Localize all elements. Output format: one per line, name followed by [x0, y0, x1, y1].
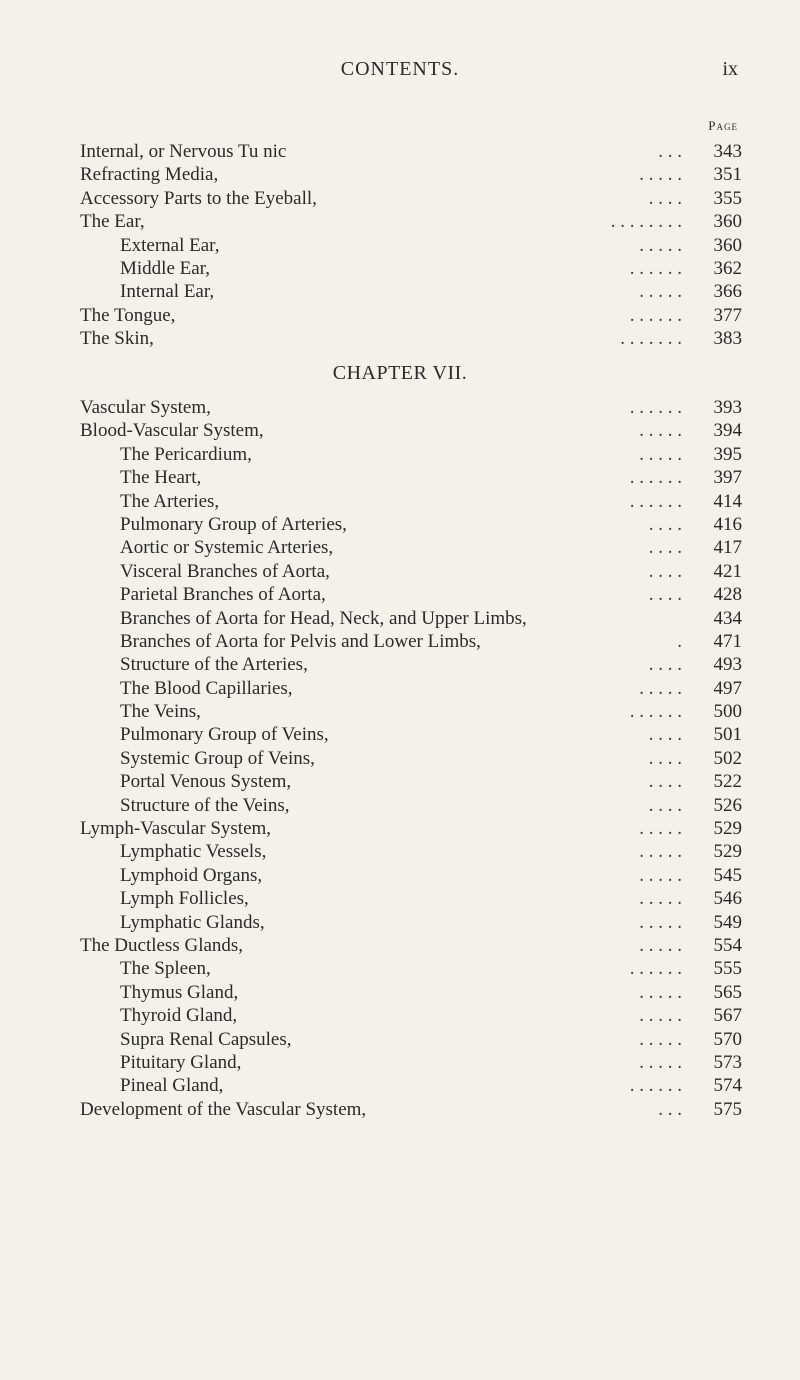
toc-entry — [80, 677, 742, 700]
toc-entry-title: Lymphatic Vessels, — [120, 841, 267, 863]
leader-dots: . . . . . — [639, 818, 682, 840]
toc-entry — [80, 887, 742, 910]
leader-dots: . . . . — [648, 187, 682, 209]
toc-entry-page: 362 — [713, 257, 742, 279]
toc-entry — [80, 583, 742, 606]
toc-entry-page: 428 — [713, 584, 742, 606]
toc-entry-page: 567 — [713, 1005, 742, 1027]
toc-entry-page: 366 — [713, 281, 742, 303]
toc-entry-title: The Spleen, — [120, 958, 211, 980]
toc-entry-title: Thymus Gland, — [120, 981, 239, 1003]
toc-entry-page: 546 — [713, 888, 742, 910]
toc-entry-title: Thyroid Gland, — [120, 1005, 238, 1027]
leader-dots: . . . . . . . — [620, 328, 682, 350]
leader-dots: . . . . . — [639, 981, 682, 1003]
leader-dots: . . . . . . — [629, 257, 682, 279]
toc-entry-page: 501 — [713, 724, 742, 746]
toc-entry-page: 360 — [713, 234, 742, 256]
toc-entry-page: 526 — [713, 794, 742, 816]
toc-entry-title: Accessory Parts to the Eyeball, — [80, 187, 317, 209]
toc-entry-title: Portal Venous System, — [120, 771, 292, 793]
leader-dots: . . . . — [648, 513, 682, 535]
toc-entry-page: 549 — [713, 911, 742, 933]
leader-dots: . . . . . . — [629, 397, 682, 418]
leader-dots: . . . . — [648, 747, 682, 769]
toc-entry-title: The Heart, — [120, 467, 202, 489]
toc-entry — [80, 187, 742, 210]
toc-entry — [80, 257, 742, 280]
toc-entry-page: 355 — [713, 187, 742, 209]
leader-dots: . . . . . — [639, 234, 682, 256]
leader-dots: . . . . . — [639, 443, 682, 465]
toc-entry-page: 574 — [713, 1075, 742, 1097]
toc-entry — [80, 981, 742, 1004]
leader-dots: . . . . . — [639, 281, 682, 303]
toc-entry-page: 394 — [713, 420, 742, 442]
toc-entry — [80, 210, 742, 233]
toc-entry-title: Internal Ear, — [120, 281, 215, 303]
toc-entry — [80, 536, 742, 559]
toc-entry — [80, 304, 742, 327]
leader-dots: . . . . . — [639, 1051, 682, 1073]
contents-section-vascular — [80, 396, 742, 1121]
toc-entry-title: The Arteries, — [120, 490, 220, 512]
toc-entry-title: Branches of Aorta for Head, Neck, and Upper Limbs, — [120, 607, 527, 629]
toc-entry-title: Supra Renal Capsules, — [120, 1028, 292, 1050]
toc-entry-page: 416 — [713, 513, 742, 535]
toc-entry-title: The Ear, — [80, 211, 145, 233]
toc-entry-page: 377 — [713, 304, 742, 326]
toc-entry-page: 502 — [713, 747, 742, 769]
toc-entry-page: 417 — [713, 537, 742, 559]
chapter-heading: CHAPTER VII. — [332, 362, 468, 384]
leader-dots: . . . . . — [639, 420, 682, 442]
toc-entry-title: The Blood Capillaries, — [120, 677, 293, 699]
leader-dots: . . . . . . — [629, 958, 682, 980]
leader-dots: . . . . . — [639, 888, 682, 910]
toc-entry-title: Structure of the Arteries, — [120, 654, 308, 676]
toc-entry-page: 555 — [713, 958, 742, 980]
toc-entry — [80, 840, 742, 863]
toc-entry-page: 414 — [713, 490, 742, 512]
toc-entry — [80, 770, 742, 793]
toc-entry — [80, 817, 742, 840]
toc-entry-page: 493 — [713, 654, 742, 676]
toc-entry — [80, 934, 742, 957]
toc-entry — [80, 653, 742, 676]
toc-entry-title: Parietal Branches of Aorta, — [120, 584, 326, 606]
toc-entry-title: Pulmonary Group of Veins, — [120, 724, 329, 746]
leader-dots: . . . . . — [639, 841, 682, 863]
toc-entry — [80, 1028, 742, 1051]
toc-entry-page: 529 — [713, 841, 742, 863]
toc-entry — [80, 513, 742, 536]
toc-entry — [80, 630, 742, 653]
toc-entry-page: 554 — [713, 934, 742, 956]
toc-entry-title: Blood-Vascular System, — [80, 420, 264, 442]
toc-entry-title: Development of the Vascular System, — [80, 1098, 367, 1120]
toc-entry-page: 397 — [713, 467, 742, 489]
leader-dots: . . . . — [648, 654, 682, 676]
toc-entry — [80, 700, 742, 723]
toc-entry — [80, 466, 742, 489]
toc-entry-title: The Tongue, — [80, 304, 176, 326]
leader-dots: . . . . . — [639, 934, 682, 956]
leader-dots: . . . . — [648, 560, 682, 582]
contents-section-eye-ear — [80, 140, 742, 351]
toc-entry — [80, 957, 742, 980]
toc-entry — [80, 607, 742, 630]
toc-entry-title: Systemic Group of Veins, — [120, 747, 315, 769]
leader-dots: . . . . — [648, 537, 682, 559]
toc-entry-title: Internal, or Nervous Tu nic — [80, 141, 287, 162]
toc-entry-page: 351 — [713, 164, 742, 186]
toc-entry — [80, 1098, 742, 1121]
toc-entry-title: Aortic or Systemic Arteries, — [120, 537, 334, 559]
leader-dots: . . . . . . — [629, 1075, 682, 1097]
toc-entry-page: 471 — [713, 630, 742, 652]
leader-dots: . . . . . — [639, 164, 682, 186]
toc-entry-title: Branches of Aorta for Pelvis and Lower Limbs, — [120, 630, 481, 652]
running-head — [0, 58, 800, 88]
toc-entry-page: 395 — [713, 443, 742, 465]
toc-entry-page: 434 — [713, 607, 742, 629]
leader-dots: . . . . — [648, 584, 682, 606]
page-column-label: Page — [708, 118, 738, 133]
leader-dots: . . . . . — [639, 911, 682, 933]
toc-entry-title: The Veins, — [120, 701, 201, 723]
toc-entry-page: 383 — [713, 328, 742, 350]
toc-entry — [80, 911, 742, 934]
toc-entry-page: 575 — [713, 1098, 742, 1120]
leader-dots: . . . . — [648, 771, 682, 793]
leader-dots: . . . — [658, 1098, 682, 1120]
toc-entry — [80, 327, 742, 350]
toc-entry — [80, 396, 742, 419]
toc-entry-title: Lymph-Vascular System, — [80, 818, 272, 840]
toc-entry-title: Lymphatic Glands, — [120, 911, 265, 933]
leader-dots: . . . . — [648, 724, 682, 746]
toc-entry-title: External Ear, — [120, 234, 220, 256]
toc-entry — [80, 1004, 742, 1027]
toc-entry — [80, 1051, 742, 1074]
toc-entry-title: The Skin, — [80, 328, 154, 350]
toc-entry-title: Lymphoid Organs, — [120, 864, 263, 886]
toc-entry-page: 497 — [713, 677, 742, 699]
toc-entry — [80, 747, 742, 770]
toc-entry-page: 522 — [713, 771, 742, 793]
leader-dots: . . . . . . — [629, 490, 682, 512]
toc-entry-page: 570 — [713, 1028, 742, 1050]
leader-dots: . . . . . — [639, 1028, 682, 1050]
toc-entry — [80, 443, 742, 466]
toc-entry — [80, 723, 742, 746]
toc-entry — [80, 234, 742, 257]
toc-entry — [80, 864, 742, 887]
toc-entry-title: Middle Ear, — [120, 257, 210, 279]
toc-entry — [80, 490, 742, 513]
toc-entry-title: The Pericardium, — [120, 443, 252, 465]
toc-entry-page: 393 — [713, 397, 742, 418]
toc-entry — [80, 419, 742, 442]
toc-entry-page: 529 — [713, 818, 742, 840]
toc-entry-title: The Ductless Glands, — [80, 934, 244, 956]
toc-entry-title: Vascular System, — [80, 397, 211, 418]
toc-entry-title: Pituitary Gland, — [120, 1051, 242, 1073]
toc-entry-title: Refracting Media, — [80, 164, 219, 186]
toc-entry-title: Pineal Gland, — [120, 1075, 224, 1097]
leader-dots: . . . . . — [639, 1005, 682, 1027]
leader-dots: . . . . — [648, 794, 682, 816]
toc-entry-page: 343 — [713, 141, 742, 162]
toc-entry-page: 545 — [713, 864, 742, 886]
toc-entry-page: 360 — [713, 211, 742, 233]
toc-entry — [80, 140, 742, 163]
leader-dots: . . . . . . — [629, 304, 682, 326]
toc-entry-page: 500 — [713, 701, 742, 723]
leader-dots: . . . — [658, 141, 682, 162]
leader-dots: . . . . . — [639, 864, 682, 886]
toc-entry — [80, 1074, 742, 1097]
toc-entry-page: 565 — [713, 981, 742, 1003]
toc-entry-page: 573 — [713, 1051, 742, 1073]
toc-entry — [80, 280, 742, 303]
toc-entry-title: Structure of the Veins, — [120, 794, 290, 816]
leader-dots: . . . . . . — [629, 467, 682, 489]
toc-entry-title: Visceral Branches of Aorta, — [120, 560, 330, 582]
running-title: CONTENTS. — [340, 58, 460, 80]
toc-entry — [80, 794, 742, 817]
toc-entry — [80, 163, 742, 186]
toc-entry — [80, 560, 742, 583]
toc-entry-page: 421 — [713, 560, 742, 582]
leader-dots: . . . . . . . . — [610, 211, 682, 233]
toc-entry-title: Pulmonary Group of Arteries, — [120, 513, 347, 535]
leader-dots: . — [677, 630, 682, 652]
toc-entry-title: Lymph Follicles, — [120, 888, 249, 910]
page-number: ix — [722, 58, 738, 80]
leader-dots: . . . . . . — [629, 701, 682, 723]
leader-dots: . . . . . — [639, 677, 682, 699]
